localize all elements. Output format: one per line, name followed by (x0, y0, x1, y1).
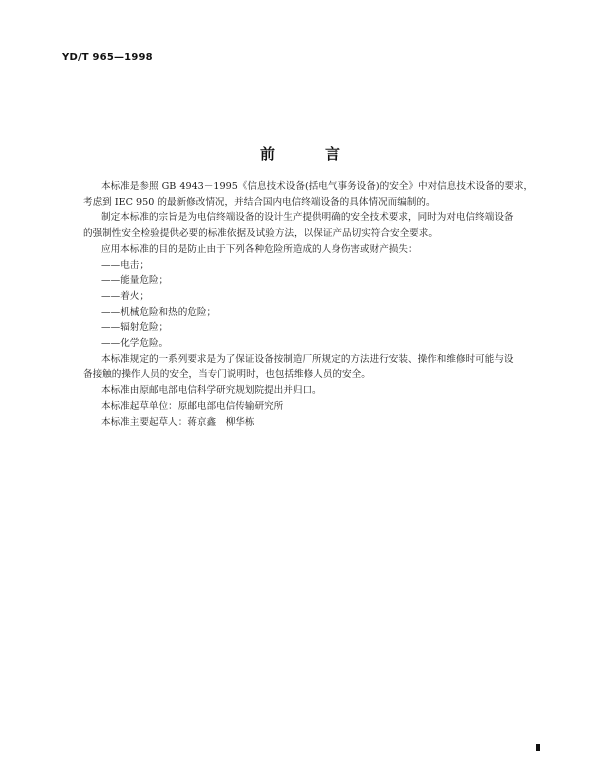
paragraph-hazards-intro (83, 242, 553, 258)
title-char-1: 前 (259, 145, 275, 163)
paragraph-line: 考虑到 IEC 950 的最新修改情况，并结合国内电信终端设备的具体情况而编制的。 (83, 196, 436, 208)
paragraph-drafting-unit (83, 399, 553, 415)
list-item: ——辐射危险； (101, 322, 169, 334)
title-char-2: 言 (325, 145, 341, 163)
paragraph-line: 制定本标准的宗旨是为电信终端设备的设计生产提供明确的安全技术要求，同时为对电信终端设备 (101, 212, 514, 224)
paragraph-line: 本标准起草单位：原邮电部电信传输研究所 (101, 400, 284, 412)
paragraph-reference (83, 179, 553, 210)
paragraph-line: 本标准由原邮电部电信科学研究规划院提出并归口。 (101, 385, 322, 397)
paragraph-line: 的强制性安全检验提供必要的标准依据及试验方法，以保证产品切实符合安全要求。 (83, 228, 438, 240)
hazard-list (83, 258, 553, 352)
paragraph-line: 本标准主要起草人：蒋京鑫 柳华栋 (101, 416, 255, 428)
paragraph-purpose (83, 210, 553, 241)
page-title (0, 143, 600, 164)
paragraph-drafters (83, 415, 553, 431)
foreword-body (83, 179, 553, 430)
list-item: ——电击； (101, 259, 149, 271)
paragraph-requirements (83, 352, 553, 383)
paragraph-proposer (83, 383, 553, 399)
paragraph-line: 本标准规定的一系列要求是为了保证设备按制造厂所规定的方法进行安装、操作和维修时可能与设 (101, 353, 514, 365)
document-code: YD/T 965—1998 (62, 52, 153, 63)
paragraph-line: 应用本标准的目的是防止由于下列各种危险所造成的人身伤害或财产损失： (101, 243, 418, 255)
paragraph-line: 本标准是参照 GB 4943－1995《信息技术设备(括电气事务设备)的安全》中对信息技术设备的要求， (101, 181, 534, 192)
list-item: ——着火； (101, 290, 149, 302)
list-item: ——能量危险； (101, 275, 169, 287)
page-marker (536, 744, 540, 751)
list-item: ——机械危险和热的危险； (101, 306, 217, 318)
list-item: ——化学危险。 (101, 338, 169, 350)
paragraph-line: 备接触的操作人员的安全，当专门说明时，也包括维修人员的安全。 (83, 369, 371, 381)
